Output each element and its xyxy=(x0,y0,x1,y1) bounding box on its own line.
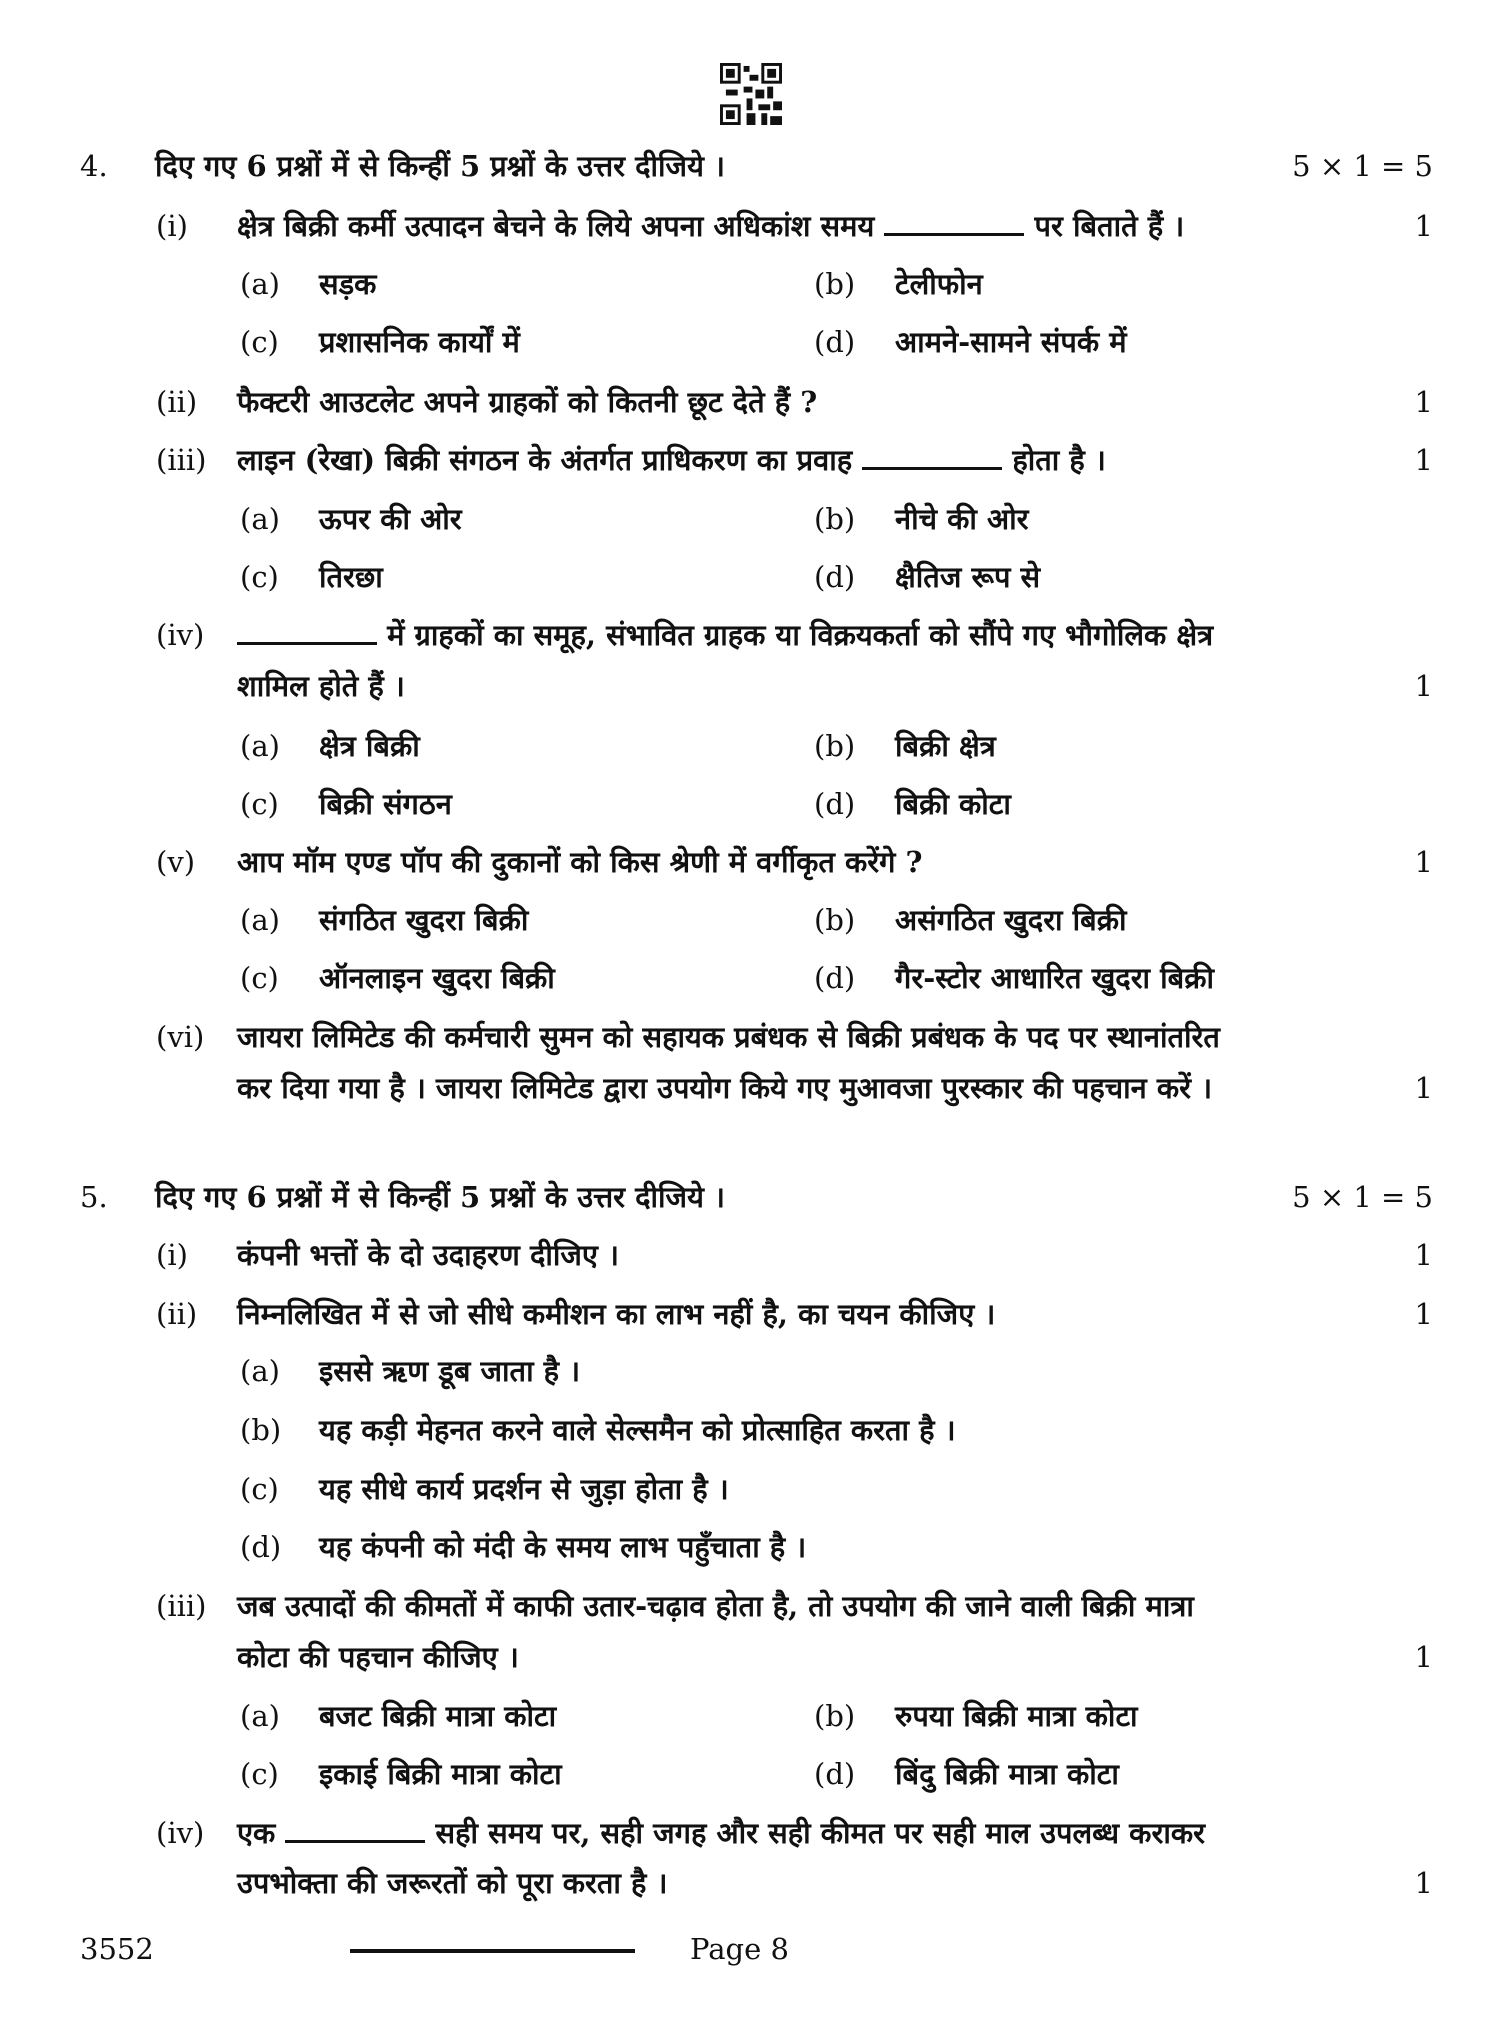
sub-question-number: (vi) xyxy=(156,1020,205,1054)
option-label: (d) xyxy=(814,560,856,594)
option-text: ऊपर की ओर xyxy=(319,502,462,536)
option-label: (a) xyxy=(240,903,280,937)
sub-question-number: (iii) xyxy=(156,1589,207,1623)
marks: 5 × 1 = 5 xyxy=(1292,149,1433,183)
marks: 1 xyxy=(1414,1238,1433,1272)
question-text: कोटा की पहचान कीजिए । xyxy=(237,1640,519,1674)
sub-question-number: (ii) xyxy=(156,1297,198,1331)
option-text: इकाई बिक्री मात्रा कोटा xyxy=(319,1757,562,1791)
option-label: (a) xyxy=(240,1699,280,1733)
question-number: 5. xyxy=(80,1180,108,1214)
option-label: (b) xyxy=(814,1699,856,1733)
option-label: (b) xyxy=(814,729,856,763)
question-text-line xyxy=(237,206,1184,246)
sub-question-number: (i) xyxy=(156,209,188,243)
option-label: (c) xyxy=(240,325,279,359)
option-text: गैर-स्टोर आधारित खुदरा बिक्री xyxy=(895,961,1215,995)
marks: 1 xyxy=(1414,1071,1433,1105)
question-text: आप मॉम एण्ड पॉप की दुकानों को किस श्रेणी में वर्गीकृत करेंगे ? xyxy=(237,845,923,879)
question-text: जब उत्पादों की कीमतों में काफी उतार-चढ़ाव होता है, तो उपयोग की जाने वाली बिक्री मात्रा xyxy=(237,1589,1194,1623)
option-text: आमने-सामने संपर्क में xyxy=(895,325,1127,359)
option-text: तिरछा xyxy=(319,560,383,594)
option-text: यह कड़ी मेहनत करने वाले सेल्समैन को प्रोत्साहित करता है । xyxy=(319,1413,956,1447)
option-label: (b) xyxy=(240,1413,282,1447)
question-text: में ग्राहकों का समूह, संभावित ग्राहक या विक्रयकर्ता को सौंपे गए भौगोलिक क्षेत्र xyxy=(387,618,1214,652)
option-label: (c) xyxy=(240,1757,279,1791)
question-text: एक xyxy=(237,1816,276,1850)
option-text: क्षेत्र बिक्री xyxy=(319,729,420,763)
option-label: (c) xyxy=(240,961,279,995)
option-text: रुपया बिक्री मात्रा कोटा xyxy=(895,1699,1138,1733)
page-number: Page 8 xyxy=(690,1932,789,1966)
option-label: (b) xyxy=(814,267,856,301)
option-label: (a) xyxy=(240,267,280,301)
option-text: प्रशासनिक कार्यों में xyxy=(319,325,520,359)
option-text: नीचे की ओर xyxy=(895,502,1029,536)
option-label: (d) xyxy=(814,787,856,821)
question-text-line xyxy=(237,615,1213,655)
sub-question-number: (ii) xyxy=(156,385,198,419)
marks: 1 xyxy=(1414,443,1433,477)
option-label: (b) xyxy=(814,502,856,536)
question-text: निम्नलिखित में से जो सीधे कमीशन का लाभ नहीं है, का चयन कीजिए । xyxy=(237,1297,996,1331)
question-text: जायरा लिमिटेड की कर्मचारी सुमन को सहायक प्रबंधक से बिक्री प्रबंधक के पद पर स्थानांतरित xyxy=(237,1020,1220,1054)
option-text: यह सीधे कार्य प्रदर्शन से जुड़ा होता है । xyxy=(319,1472,729,1506)
question-instruction: दिए गए 6 प्रश्नों में से किन्हीं 5 प्रश्नों के उत्तर दीजिये । xyxy=(155,149,725,183)
option-label: (c) xyxy=(240,1472,279,1506)
marks: 1 xyxy=(1414,669,1433,703)
option-label: (b) xyxy=(814,903,856,937)
option-text: असंगठित खुदरा बिक्री xyxy=(895,903,1127,937)
question-text: होता है । xyxy=(1012,443,1106,477)
marks: 1 xyxy=(1414,209,1433,243)
answer-blank xyxy=(884,209,1024,236)
question-text-line xyxy=(237,440,1106,480)
question-text-line xyxy=(237,1813,1205,1853)
option-text: बिक्री कोटा xyxy=(895,787,1011,821)
option-text: इससे ऋण डूब जाता है । xyxy=(319,1354,581,1388)
question-text: सही समय पर, सही जगह और सही कीमत पर सही माल उपलब्ध कराकर xyxy=(435,1816,1205,1850)
sub-question-number: (iv) xyxy=(156,1816,205,1850)
question-text: शामिल होते हैं । xyxy=(237,669,405,703)
question-text: फैक्टरी आउटलेट अपने ग्राहकों को कितनी छूट देते हैं ? xyxy=(237,385,818,419)
marks: 1 xyxy=(1414,1297,1433,1331)
option-text: टेलीफोन xyxy=(895,267,983,301)
marks: 1 xyxy=(1414,1640,1433,1674)
question-text: कर दिया गया है । जायरा लिमिटेड द्वारा उपयोग किये गए मुआवजा पुरस्कार की पहचान करें । xyxy=(237,1071,1213,1105)
answer-blank xyxy=(237,618,377,645)
option-text: संगठित खुदरा बिक्री xyxy=(319,903,529,937)
option-label: (a) xyxy=(240,502,280,536)
marks: 1 xyxy=(1414,845,1433,879)
sub-question-number: (v) xyxy=(156,845,196,879)
option-label: (d) xyxy=(814,1757,856,1791)
marks: 1 xyxy=(1414,1866,1433,1900)
sub-question-number: (i) xyxy=(156,1238,188,1272)
answer-blank xyxy=(285,1816,425,1843)
option-label: (d) xyxy=(814,961,856,995)
option-label: (c) xyxy=(240,787,279,821)
option-label: (c) xyxy=(240,560,279,594)
sub-question-number: (iii) xyxy=(156,443,207,477)
option-text: बिक्री संगठन xyxy=(319,787,452,821)
option-text: बजट बिक्री मात्रा कोटा xyxy=(319,1699,557,1733)
option-text: यह कंपनी को मंदी के समय लाभ पहुँचाता है । xyxy=(319,1530,807,1564)
option-label: (a) xyxy=(240,729,280,763)
question-instruction: दिए गए 6 प्रश्नों में से किन्हीं 5 प्रश्नों के उत्तर दीजिये । xyxy=(155,1180,725,1214)
answer-blank xyxy=(862,443,1002,470)
option-label: (a) xyxy=(240,1354,280,1388)
question-number: 4. xyxy=(80,149,108,183)
option-text: ऑनलाइन खुदरा बिक्री xyxy=(319,961,555,995)
question-text: क्षेत्र बिक्री कर्मी उत्पादन बेचने के लिये अपना अधिकांश समय xyxy=(237,209,875,243)
question-text: उपभोक्ता की जरूरतों को पूरा करता है । xyxy=(237,1866,668,1900)
option-label: (d) xyxy=(240,1530,282,1564)
marks: 1 xyxy=(1414,385,1433,419)
sub-question-number: (iv) xyxy=(156,618,205,652)
qr-code-icon xyxy=(720,62,782,126)
marks: 5 × 1 = 5 xyxy=(1292,1180,1433,1214)
paper-code: 3552 xyxy=(80,1932,154,1966)
option-text: क्षैतिज रूप से xyxy=(895,560,1041,594)
footer-divider xyxy=(350,1949,635,1953)
question-text: लाइन (रेखा) बिक्री संगठन के अंतर्गत प्राधिकरण का प्रवाह xyxy=(237,443,853,477)
option-label: (d) xyxy=(814,325,856,359)
option-text: सड़क xyxy=(319,267,377,301)
question-text: पर बिताते हैं । xyxy=(1034,209,1185,243)
question-text: कंपनी भत्तों के दो उदाहरण दीजिए । xyxy=(237,1238,620,1272)
option-text: बिक्री क्षेत्र xyxy=(895,729,996,763)
option-text: बिंदु बिक्री मात्रा कोटा xyxy=(895,1757,1119,1791)
